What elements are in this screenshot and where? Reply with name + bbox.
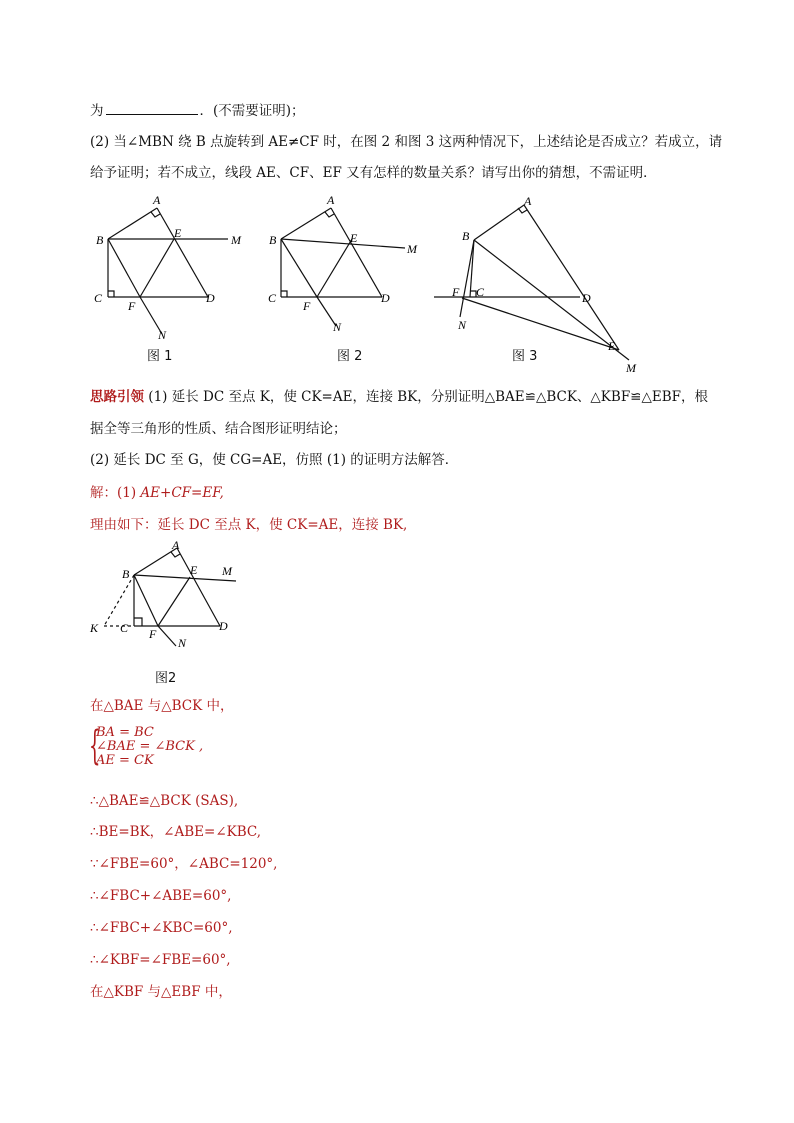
fig1-label-D: D (206, 291, 215, 305)
fig2-label-C: C (268, 291, 277, 305)
solution-step-6: ∴∠KBF=∠FBE=60°, (90, 952, 231, 968)
fig4-label-E: E (190, 563, 198, 577)
fig3-label-N: N (458, 318, 467, 332)
fig2-label-M: M (407, 242, 417, 256)
fig4-label-N: N (178, 636, 187, 648)
fig4-label-F: F (149, 627, 157, 641)
fig4-label-M: M (222, 564, 232, 578)
fig3-label-F: F (452, 285, 460, 299)
hint-line-2: 据全等三角形的性质、结合图形证明结论； (90, 421, 347, 437)
solution-step-4: ∴∠FBC+∠ABE=60°, (90, 888, 232, 904)
hint-line-3: (2) 延长 DC 至 G，使 CG=AE，仿照 (1) 的证明方法解答． (90, 452, 459, 468)
figure-2-caption: 图 2 (337, 349, 363, 364)
fig4-label-A: A (172, 538, 180, 552)
problem-line-1 (90, 102, 305, 120)
fig1-label-N: N (158, 328, 167, 342)
fig2-label-E: E (350, 231, 358, 245)
fig3-label-E: E (608, 339, 616, 353)
fig2-label-A: A (327, 193, 335, 207)
fig3-label-B: B (462, 229, 470, 243)
figure-1-caption: 图 1 (147, 349, 173, 364)
congruence-system (89, 723, 204, 769)
solution-reason: 理由如下：延长 DC 至点 K，使 CK=AE，连接 BK, (90, 517, 408, 533)
solution-answer-line (90, 484, 224, 502)
fig4-label-C: C (120, 621, 129, 635)
hint-line-1-text: (1) 延长 DC 至点 K，使 CK=AE，连接 BK，分别证明△BAE≌△BCK、△KBF≌△EBF，根 (148, 389, 709, 405)
figure-4-caption: 图2 (155, 671, 177, 686)
fig3-label-M: M (626, 361, 636, 375)
fig2-label-D: D (381, 291, 390, 305)
figure-1 (88, 192, 258, 342)
fig4-label-K: K (90, 621, 99, 635)
figure-4 (86, 538, 246, 648)
system-row-1: BA = BC (96, 725, 154, 740)
brace-icon: { (89, 723, 101, 769)
fig2-label-B: B (269, 233, 277, 247)
system-row-2: ∠BAE = ∠BCK , (96, 739, 204, 754)
solution-in-triangles-1: 在△BAE 与△BCK 中， (90, 698, 234, 714)
fig2-label-N: N (333, 320, 342, 334)
fig4-label-D: D (219, 619, 228, 633)
fig3-label-C: C (476, 285, 485, 299)
solution-step-5: ∴∠FBC+∠KBC=60°, (90, 920, 233, 936)
fig1-label-E: E (174, 226, 182, 240)
hint-line-1 (90, 388, 708, 406)
fig1-label-F: F (128, 299, 136, 313)
problem-line-2: (2) 当∠MBN 绕 B 点旋转到 AE≠CF 时，在图 2 和图 3 这两种情况下，上述结论是否成立？若成立，请 (90, 134, 723, 150)
answer-blank (106, 102, 198, 115)
system-row-3: AE = CK (96, 753, 154, 768)
fig3-label-A: A (524, 194, 532, 208)
fig1-label-B: B (96, 233, 104, 247)
fig1-label-M: M (231, 233, 241, 247)
solution-step-3: ∵∠FBE=60°，∠ABC=120°, (90, 856, 278, 872)
figure-3-caption: 图 3 (512, 349, 538, 364)
fig1-label-A: A (153, 193, 161, 207)
solution-answer-prefix: 解：(1) (90, 485, 141, 501)
hint-title: 思路引领 (90, 389, 144, 405)
fig1-label-C: C (94, 291, 103, 305)
problem-line-3: 给予证明；若不成立，线段 AE、CF、EF 又有怎样的数量关系？请写出你的猜想，不需证明． (90, 165, 657, 181)
solution-answer: AE+CF=EF, (140, 485, 224, 501)
problem-line-1-prefix: 为 (90, 103, 104, 119)
fig3-label-D: D (582, 291, 591, 305)
solution-step-1: ∴△BAE≌△BCK (SAS), (90, 793, 239, 809)
fig4-label-B: B (122, 567, 130, 581)
problem-line-1-suffix: ．(不需要证明)； (199, 103, 305, 119)
solution-in-triangles-2: 在△KBF 与△EBF 中， (90, 984, 232, 1000)
figure-2 (262, 192, 432, 342)
fig2-label-F: F (303, 299, 311, 313)
solution-step-2: ∴BE=BK，∠ABE=∠KBC, (90, 824, 262, 840)
